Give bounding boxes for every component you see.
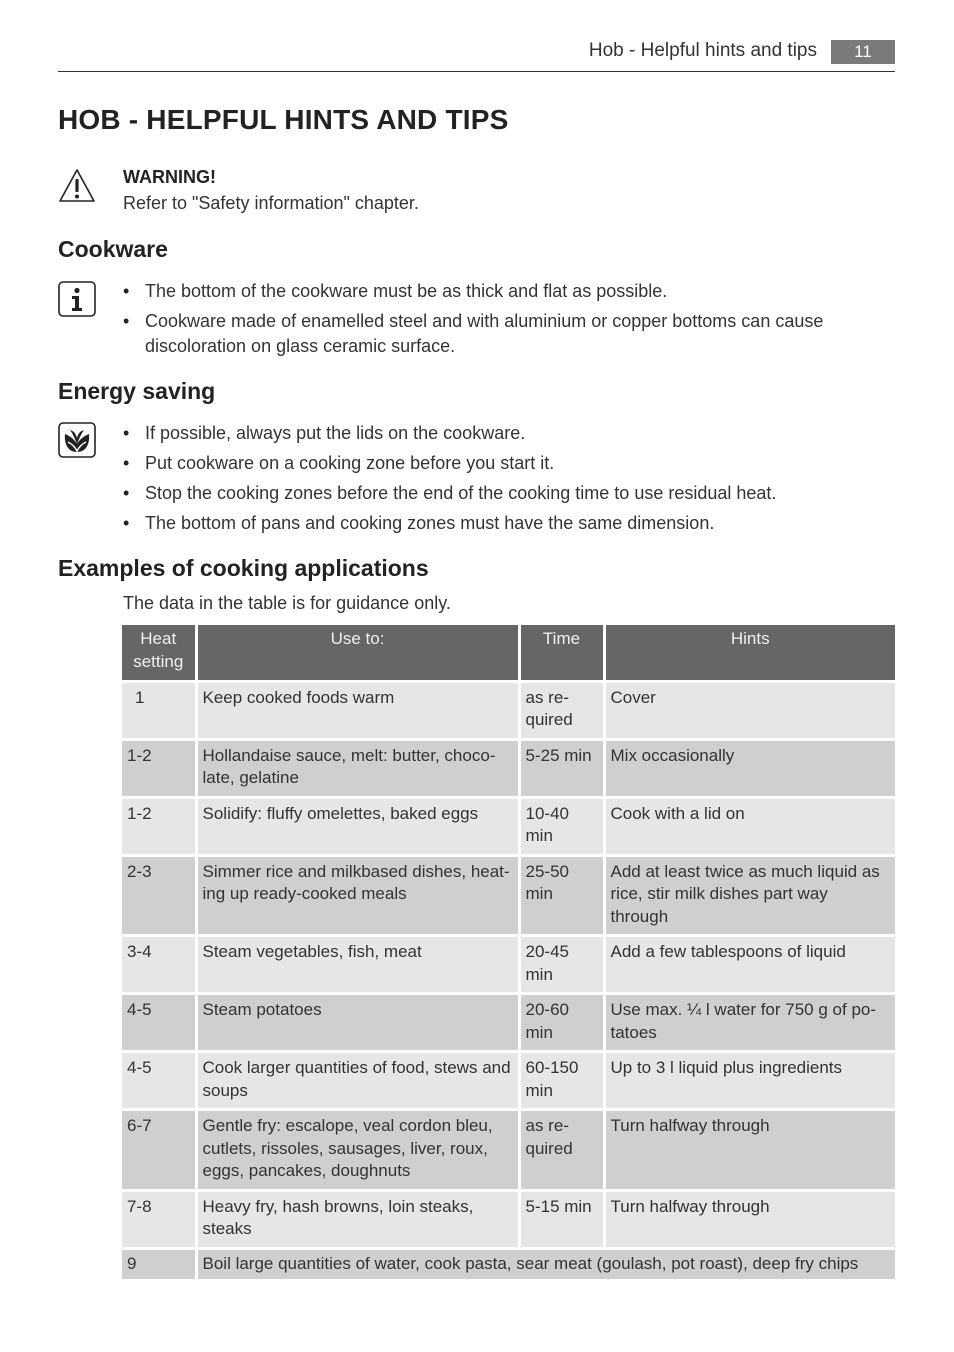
cell-heat: 1-2: [122, 797, 196, 855]
table-row: [122, 1248, 895, 1280]
column-header-heat: Heat setting: [122, 625, 196, 681]
cell-time: 20-60 min: [519, 994, 604, 1052]
cell-use: Steam potatoes: [196, 994, 519, 1052]
energy-saving-heading: Energy saving: [58, 378, 216, 404]
cell-use: Gentle fry: escalope, veal cordon bleu, cutlets, rissoles, sausages, liver, roux, eggs, pancakes, doughnuts: [196, 1110, 519, 1191]
warning-triangle-icon: [58, 168, 96, 204]
cell-use: Steam vegetables, fish, meat: [196, 936, 519, 994]
cell-use: Boil large quantities of water, cook pasta, sear meat (goulash, pot roast), deep fry chips: [196, 1248, 895, 1280]
cooking-table: [122, 625, 895, 1282]
cell-hints: Cook with a lid on: [604, 797, 895, 855]
page-number-badge: 11: [831, 40, 895, 64]
cell-time: 5-25 min: [519, 739, 604, 797]
energy-saving-list: [123, 421, 883, 541]
cell-hints: Cover: [604, 681, 895, 739]
column-header-time: Time: [519, 625, 604, 681]
warning-heading: WARNING!: [123, 167, 216, 187]
cookware-heading: Cookware: [58, 236, 168, 262]
cell-heat: 1-2: [122, 739, 196, 797]
cell-use: Hollandaise sauce, melt: butter, choco-late, gelatine: [196, 739, 519, 797]
list-item: • Stop the cooking zones before the end of the cooking time to use residual heat.: [123, 481, 883, 506]
cell-heat: 1: [122, 681, 196, 739]
table-header-row: [122, 625, 895, 681]
cell-heat: 2-3: [122, 855, 196, 936]
table-row: [122, 1110, 895, 1191]
cell-use: Keep cooked foods warm: [196, 681, 519, 739]
cell-hints: Use max. ¼ l water for 750 g of po-tatoes: [604, 994, 895, 1052]
cell-heat: 9: [122, 1248, 196, 1280]
cell-hints: Add a few tablespoons of liquid: [604, 936, 895, 994]
warning-text: Refer to "Safety information" chapter.: [123, 193, 419, 213]
column-header-hints: Hints: [604, 625, 895, 681]
table-intro: The data in the table is for guidance only.: [123, 593, 451, 613]
list-item: • The bottom of the cookware must be as thick and flat as possible.: [123, 279, 883, 304]
cell-time: 10-40 min: [519, 797, 604, 855]
table-row: [122, 855, 895, 936]
header-section-title: Hob - Helpful hints and tips: [588, 40, 817, 61]
list-item: • If possible, always put the lids on the cookware.: [123, 421, 883, 446]
cell-heat: 7-8: [122, 1190, 196, 1248]
information-icon: [58, 281, 96, 317]
cookware-list: [123, 279, 883, 364]
cell-hints: Add at least twice as much liquid as rice, stir milk dishes part way through: [604, 855, 895, 936]
running-header: [58, 38, 895, 72]
page-title: HOB - HELPFUL HINTS AND TIPS: [58, 104, 509, 135]
cell-heat: 4-5: [122, 994, 196, 1052]
table-row: [122, 936, 895, 994]
list-item: • The bottom of pans and cooking zones must have the same dimension.: [123, 511, 883, 536]
cell-time: 5-15 min: [519, 1190, 604, 1248]
cell-time: as re-quired: [519, 681, 604, 739]
table-row: [122, 681, 895, 739]
cell-heat: 3-4: [122, 936, 196, 994]
table-row: [122, 739, 895, 797]
examples-heading: Examples of cooking applications: [58, 555, 429, 581]
cell-hints: Turn halfway through: [604, 1190, 895, 1248]
cell-time: as re-quired: [519, 1110, 604, 1191]
cell-heat: 6-7: [122, 1110, 196, 1191]
cell-use: Cook larger quantities of food, stews and soups: [196, 1052, 519, 1110]
cell-use: Heavy fry, hash browns, loin steaks, steaks: [196, 1190, 519, 1248]
column-header-use: Use to:: [196, 625, 519, 681]
cell-hints: Turn halfway through: [604, 1110, 895, 1191]
cell-use: Solidify: fluffy omelettes, baked eggs: [196, 797, 519, 855]
table-row: [122, 1052, 895, 1110]
cell-hints: Up to 3 l liquid plus ingredients: [604, 1052, 895, 1110]
cell-time: 20-45 min: [519, 936, 604, 994]
table-row: [122, 797, 895, 855]
table-row: [122, 994, 895, 1052]
environment-leaf-icon: [58, 422, 96, 458]
cell-hints: Mix occasionally: [604, 739, 895, 797]
cell-use: Simmer rice and milkbased dishes, heat-ing up ready-cooked meals: [196, 855, 519, 936]
list-item: • Put cookware on a cooking zone before you start it.: [123, 451, 883, 476]
cell-time: 60-150 min: [519, 1052, 604, 1110]
table-row: [122, 1190, 895, 1248]
list-item: • Cookware made of enamelled steel and with aluminium or copper bottoms can cause discoloration on glass ceramic surface.: [123, 309, 883, 359]
cell-time: 25-50 min: [519, 855, 604, 936]
cell-heat: 4-5: [122, 1052, 196, 1110]
